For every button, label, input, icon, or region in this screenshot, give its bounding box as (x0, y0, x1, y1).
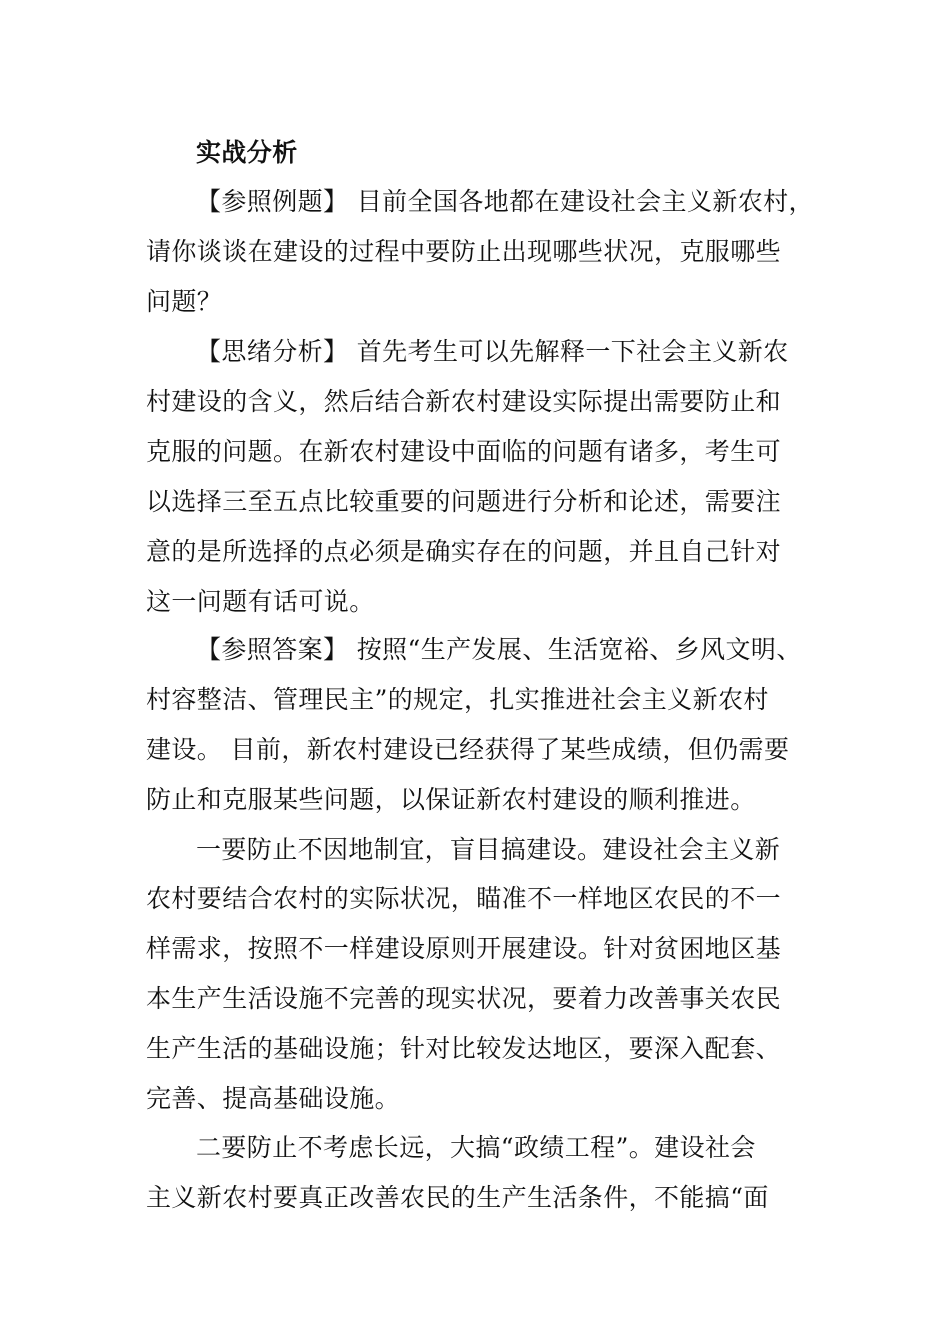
paragraph-line: 本生产生活设施不完善的现实状况，要着力改善事关农民 (146, 984, 782, 1013)
paragraph-line: 【参照答案】 按照“生产发展、生活宽裕、乡风文明、 (196, 635, 802, 664)
paragraph-line: 完善、提高基础设施。 (146, 1084, 401, 1113)
paragraph-line: 村容整洁、管理民主”的规定，扎实推进社会主义新农村 (146, 685, 769, 714)
paragraph-line: 样需求，按照不一样建设原则开展建设。针对贫困地区基 (146, 934, 782, 963)
paragraph-line: 一要防止不因地制宜，盲目搞建设。建设社会主义新 (196, 835, 781, 864)
paragraph-line: 防止和克服某些问题，以保证新农村建设的顺利推进。 (146, 785, 756, 814)
paragraph-line: 请你谈谈在建设的过程中要防止出现哪些状况，克服哪些 (146, 237, 782, 266)
paragraph-line: 【思绪分析】 首先考生可以先解释一下社会主义新农 (196, 337, 789, 366)
paragraph-line: 二要防止不考虑长远，大搞“政绩工程”。建设社会 (196, 1133, 756, 1162)
paragraph-line: 这一问题有话可说。 (146, 587, 375, 616)
paragraph-line: 意的是所选择的点必须是确实存在的问题，并且自己针对 (146, 537, 782, 566)
paragraph-line: 克服的问题。在新农村建设中面临的问题有诸多，考生可 (146, 437, 782, 466)
paragraph-line: 生产生活的基础设施；针对比较发达地区，要深入配套、 (146, 1034, 782, 1063)
paragraph-line: 【参照例题】 目前全国各地都在建设社会主义新农村， (196, 187, 814, 216)
paragraph-line: 建设。 目前，新农村建设已经获得了某些成绩，但仍需要 (146, 735, 790, 764)
paragraph-line: 村建设的含义，然后结合新农村建设实际提出需要防止和 (146, 387, 782, 416)
paragraph-line: 以选择三至五点比较重要的问题进行分析和论述，需要注 (146, 487, 782, 516)
paragraph-line: 问题？ (146, 287, 223, 316)
paragraph-line: 主义新农村要真正改善农民的生产生活条件，不能搞“面 (146, 1183, 769, 1212)
section-heading: 实战分析 (196, 138, 298, 167)
paragraph-line: 农村要结合农村的实际状况，瞄准不一样地区农民的不一 (146, 884, 782, 913)
